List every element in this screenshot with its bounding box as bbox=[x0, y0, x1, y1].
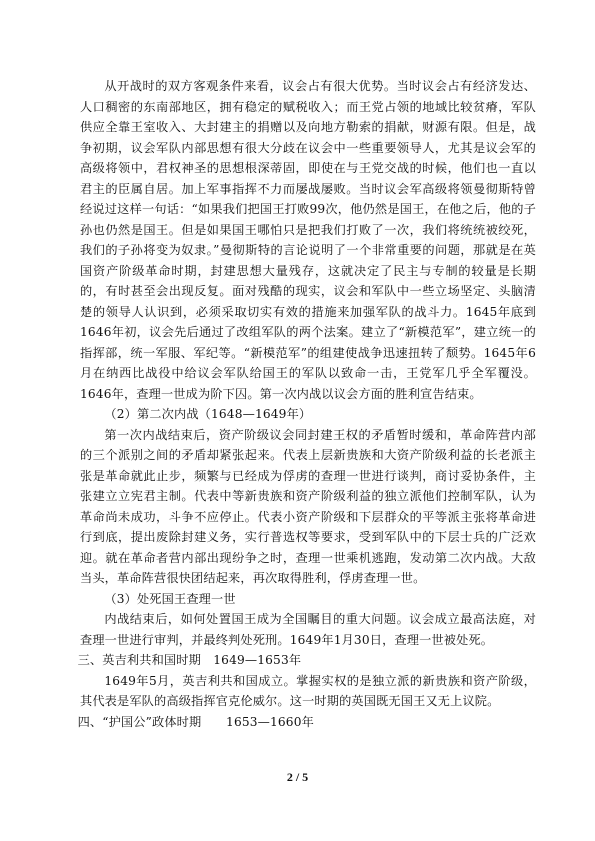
document-body bbox=[77, 76, 536, 732]
paragraph-second-civil-war: 第一次内战结束后，资产阶级议会同封建王权的矛盾暂时缓和，革命阵营内部的三个派别之间的矛盾却紧张起来。代表上层新贵族和大资产阶级利益的长老派主张是革命就此止步，频繁与已经成为俘虏的查理一世进行谈判，商讨妥协条件，主张建立立宪君主制。代表中等新贵族和资产阶级利益的独立派他们控制军队，认为革命尚未成功，斗争不应停止。代表小资产阶级和下层群众的平等派主张将革命进行到底，提出废除封建义务，实行普选权等要求，受到军队中的下层士兵的广泛欢迎。就在革命者营内部出现纷争之时，查理一世乘机逃跑，发动第二次内战。大敌当头，革命阵营很快团结起来，再次取得胜利，俘虏查理一世。 bbox=[80, 427, 536, 585]
paragraph-first-civil-war: 从开战时的双方客观条件来看，议会占有很大优势。当时议会占有经济发达、人口稠密的东南部地区，拥有稳定的赋税收入；而王党占领的地域比较贫瘠，军队供应全靠王室收入、大封建主的捐赠以及向地方勒索的捐献，财源有限。但是，战争初期，议会军队内部思想有很大分歧在议会中一些重要领导人，尤其是议会军的高级将领中，君权神圣的思想根深蒂固，即使在与王党交战的时候，他们也一直以君主的臣属自居。加上军事指挥不力而屡战屡败。当时议会军高级将领曼彻斯特曾经说过这样一句话：“如果我们把国王打败99次，他仍然是国王，在他之后，他的子孙也仍然是国王。但是如果国王哪怕只是把我们打败了一次，我们将统统被绞死，我们的子孙将变为奴隶。”曼彻斯特的言论说明了一个非常重要的问题，那就是在英国资产阶级革命时期，封建思想大量残存，这就决定了民主与专制的较量是长期的，有时甚至会出现反复。面对残酷的现实，议会和军队中一些立场坚定、头脑清楚的领导人认识到，必须采取切实有效的措施来加强军队的战斗力。1645年底到1646年初，议会先后通过了改组军队的两个法案。建立了“新模范军”，建立统一的指挥部，统一军服、军纪等。“新模范军”的组建使战争迅速扭转了颓势。1645年6月在纳西比战役中给议会军队给国王的军队以致命一击，王党军几乎全军覆没。1646年，查理一世成为阶下囚。第一次内战以议会方面的胜利宣告结束。 bbox=[80, 79, 536, 401]
heading-second-civil-war: （2）第二次内战（1648—1649年） bbox=[104, 407, 312, 421]
heading-protectorate-period: 四、“护国公”政体时期 1653—1660年 bbox=[77, 714, 314, 729]
paragraph-commonwealth-period: 1649年5月，英吉利共和国成立。掌握实权的是独立派的新贵族和资产阶级，其代表是军队的高级指挥官克伦威尔。这一时期的英国既无国王又无上议院。 bbox=[80, 673, 536, 708]
heading-commonwealth-period: 三、英吉利共和国时期 1649—1653年 bbox=[77, 653, 302, 667]
page-number: 2 / 5 bbox=[286, 770, 309, 784]
paragraph-execution-of-charles: 内战结束后，如何处置国王成为全国瞩目的重大问题。议会成立最高法庭，对查理一世进行审判，并最终判处死刑。1649年1月30日，查理一世被处死。 bbox=[80, 612, 536, 647]
heading-execution-of-charles: （3）处死国王查理一世 bbox=[104, 591, 236, 606]
